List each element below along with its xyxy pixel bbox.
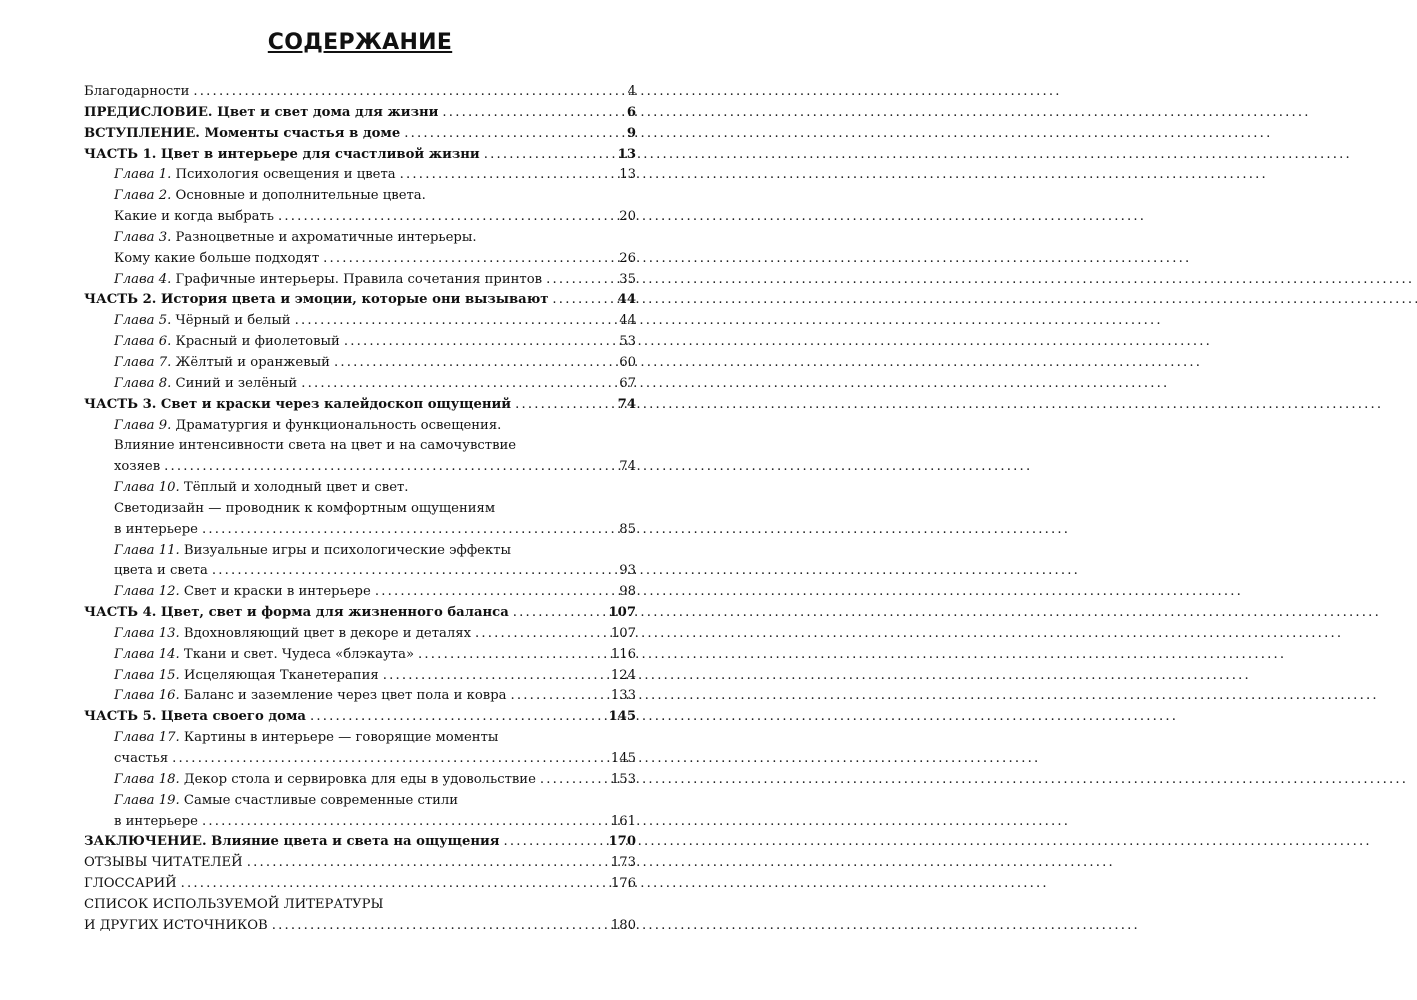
dot-leader <box>546 270 615 291</box>
chapter-label: Глава 17. <box>114 730 180 746</box>
toc-entry <box>84 145 636 166</box>
toc-entry <box>84 353 636 374</box>
toc-entry-title <box>84 895 636 916</box>
toc-entry-title <box>114 249 319 270</box>
toc-entry <box>84 624 636 645</box>
chapter-label: Глава 4. <box>114 271 172 287</box>
dot-leader <box>181 874 607 895</box>
toc-entry-title <box>114 311 291 332</box>
chapter-label: Глава 15. <box>114 667 180 683</box>
toc-entry-text: Влияние интенсивности света на цвет и на самочувствие <box>114 438 517 454</box>
chapter-label: Глава 5. <box>114 313 172 329</box>
page-number: 124 <box>610 667 636 683</box>
toc-entry-text: в интерьере <box>114 521 198 537</box>
toc-entry-title <box>84 916 268 937</box>
toc-entry <box>84 270 636 291</box>
page-number: 107 <box>608 605 636 621</box>
toc-entry-text: Разноцветные и ахроматичные интерьеры. <box>171 229 477 245</box>
page-number: 145 <box>610 751 636 766</box>
toc-entry <box>84 499 636 520</box>
page-number: 4 <box>627 84 636 99</box>
toc-entry-title <box>114 520 198 541</box>
toc-entry-text: ЧАСТЬ 1. Цвет в интерьере для счастливой жизни <box>84 146 480 162</box>
dot-leader <box>504 832 605 853</box>
page-number: 20 <box>619 209 636 225</box>
toc-entry-title <box>114 457 160 478</box>
toc-entry-text: ЗАКЛЮЧЕНИЕ. Влияние цвета и света на ощущения <box>84 834 500 850</box>
toc-entry-text: хозяев <box>114 459 161 475</box>
dot-leader <box>295 311 616 332</box>
toc-entry-title <box>114 624 471 645</box>
toc-entry-title <box>114 353 330 374</box>
toc-entry <box>84 228 636 249</box>
toc-entry <box>84 686 636 707</box>
toc-entry-text: Вдохновляющий цвет в декоре и деталях <box>179 625 472 641</box>
dot-leader <box>475 624 607 645</box>
toc-entry <box>84 666 636 687</box>
page-number: 26 <box>619 250 636 266</box>
toc-entry <box>84 645 636 666</box>
toc-entry <box>84 436 636 457</box>
dot-leader <box>202 812 607 833</box>
toc-entry-text: Самые счастливые современные стили <box>179 792 459 808</box>
toc-entry <box>84 812 636 833</box>
toc-entry-title <box>84 832 500 853</box>
chapter-label: Глава 16. <box>114 688 180 704</box>
chapter-label: Глава 11. <box>114 542 180 558</box>
dot-leader <box>334 353 615 374</box>
page-number: 116 <box>610 646 636 662</box>
toc-entry-text: ГЛОССАРИЙ <box>84 876 177 892</box>
dot-leader <box>400 165 616 186</box>
toc-entry-text: ЧАСТЬ 5. Цвета своего дома <box>84 709 306 725</box>
dot-leader <box>193 82 623 103</box>
dot-leader <box>212 561 615 582</box>
toc-entry-text: в интерьере <box>114 813 198 829</box>
toc-entry <box>84 186 636 207</box>
chapter-label: Глава 10. <box>114 480 180 496</box>
toc-entry <box>84 874 636 895</box>
page-number: 145 <box>608 709 636 725</box>
toc-entry-text: Картины в интерьере — говорящие моменты <box>179 730 499 746</box>
toc-entry-text: Драматургия и функциональность освещения. <box>171 417 502 433</box>
page-number: 9 <box>626 125 636 141</box>
toc-entry <box>84 749 636 770</box>
chapter-label: Глава 18. <box>114 771 180 787</box>
toc-entry-text: Чёрный и белый <box>171 313 291 329</box>
toc-entry-text: ЧАСТЬ 3. Свет и краски через калейдоскоп ощущений <box>84 396 512 412</box>
toc-entry-text: Благодарности <box>84 84 190 99</box>
page-number: 53 <box>619 334 636 350</box>
dot-leader <box>272 916 607 937</box>
dot-leader <box>344 332 615 353</box>
chapter-label: Глава 14. <box>114 646 180 662</box>
toc-entry-title <box>114 332 340 353</box>
toc-entry-title <box>114 666 379 687</box>
page-number: 98 <box>619 584 636 600</box>
page-number: 85 <box>619 521 636 537</box>
toc-entry-title <box>114 207 274 228</box>
toc-entry-text: Свет и краски в интерьере <box>179 584 371 600</box>
toc-entry <box>84 603 636 624</box>
dot-leader <box>310 707 605 728</box>
page-number: 180 <box>610 917 636 933</box>
page-number: 173 <box>610 855 636 871</box>
toc-entry-text: Светодизайн — проводник к комфортным ощущениям <box>114 500 496 516</box>
dot-leader <box>442 103 622 124</box>
dot-leader <box>540 770 607 791</box>
toc-entry <box>84 561 636 582</box>
toc-entry-text: Жёлтый и оранжевый <box>171 354 330 370</box>
toc-entry-text: Какие и когда выбрать <box>114 209 274 225</box>
toc-entry <box>84 374 636 395</box>
toc-entry-title <box>114 499 636 520</box>
toc-entry <box>84 895 636 916</box>
page-number: 107 <box>610 625 636 641</box>
toc-entry-title <box>114 728 636 749</box>
chapter-label: Глава 9. <box>114 417 172 433</box>
chapter-label: Глава 12. <box>114 584 180 600</box>
toc-entry-title <box>114 436 636 457</box>
chapter-label: Глава 13. <box>114 625 180 641</box>
toc-entry-title <box>114 186 636 207</box>
toc-entry-text: ОТЗЫВЫ ЧИТАТЕЛЕЙ <box>84 855 243 871</box>
toc-entry <box>84 791 636 812</box>
page-number: 170 <box>608 834 636 850</box>
toc-entry <box>84 416 636 437</box>
chapter-label: Глава 6. <box>114 334 172 350</box>
toc-entry-text: счастья <box>114 751 169 766</box>
toc-entry-title <box>114 228 636 249</box>
chapter-label: Глава 3. <box>114 229 172 245</box>
toc-entry <box>84 249 636 270</box>
toc-entry <box>84 707 636 728</box>
toc-entry-text: Графичные интерьеры. Правила сочетания принтов <box>171 271 543 287</box>
toc-entry <box>84 311 636 332</box>
toc-entry-title <box>84 395 511 416</box>
toc-entry-title <box>114 770 536 791</box>
toc-entry-text: Психология освещения и цвета <box>171 167 396 183</box>
toc-entry-text: Визуальные игры и психологические эффекты <box>179 542 512 558</box>
table-of-contents <box>84 82 636 937</box>
page-number: 44 <box>617 292 636 308</box>
page-number: 74 <box>619 459 636 475</box>
toc-entry-title <box>114 374 297 395</box>
toc-entry <box>84 82 636 103</box>
page-number: 161 <box>610 813 636 829</box>
toc-entry <box>84 207 636 228</box>
toc-entry <box>84 478 636 499</box>
dot-leader <box>278 207 615 228</box>
dot-leader <box>383 666 607 687</box>
toc-entry-title <box>114 270 542 291</box>
toc-entry-text: ВСТУПЛЕНИЕ. Моменты счастья в доме <box>84 125 401 141</box>
toc-entry <box>84 457 636 478</box>
toc-entry-title <box>84 707 306 728</box>
toc-entry-title <box>114 582 371 603</box>
dot-leader <box>513 603 605 624</box>
page-title: СОДЕРЖАНИЕ <box>267 30 453 55</box>
toc-entry-text: Баланс и заземление через цвет пола и ковра <box>179 688 507 704</box>
toc-entry-title <box>114 561 208 582</box>
toc-entry-title <box>84 103 438 124</box>
dot-leader <box>404 124 623 145</box>
dot-leader <box>202 520 615 541</box>
dot-leader <box>375 582 615 603</box>
page-number: 35 <box>619 271 636 287</box>
toc-entry-text: Основные и дополнительные цвета. <box>171 188 426 204</box>
page-number: 176 <box>610 876 636 892</box>
toc-entry <box>84 332 636 353</box>
toc-entry <box>84 832 636 853</box>
dot-leader <box>418 645 607 666</box>
dot-leader <box>172 749 607 770</box>
toc-entry <box>84 541 636 562</box>
page-number: 133 <box>610 688 636 704</box>
toc-entry-text: ЧАСТЬ 4. Цвет, свет и форма для жизненного баланса <box>84 605 509 621</box>
toc-entry-text: Ткани и свет. Чудеса «блэкаута» <box>179 646 415 662</box>
dot-leader <box>247 853 607 874</box>
toc-entry <box>84 290 636 311</box>
toc-entry-text: ЧАСТЬ 2. История цвета и эмоции, которые они вызывают <box>84 292 549 308</box>
page-number: 93 <box>619 563 636 579</box>
page-number: 74 <box>617 396 636 412</box>
toc-entry-title <box>84 145 480 166</box>
toc-entry <box>84 103 636 124</box>
toc-entry-text: СПИСОК ИСПОЛЬЗУЕМОЙ ЛИТЕРАТУРЫ <box>84 896 384 912</box>
toc-entry-title <box>114 791 636 812</box>
toc-entry <box>84 582 636 603</box>
page-number: 6 <box>626 104 636 120</box>
toc-entry-title <box>114 541 636 562</box>
toc-entry-title <box>114 416 636 437</box>
toc-entry-title <box>114 812 198 833</box>
dot-leader <box>323 249 615 270</box>
page-number: 44 <box>619 313 636 329</box>
chapter-label: Глава 8. <box>114 375 172 391</box>
chapter-label: Глава 1. <box>114 167 172 183</box>
toc-entry <box>84 853 636 874</box>
toc-entry <box>84 124 636 145</box>
toc-entry-title <box>84 603 509 624</box>
toc-entry-text: ПРЕДИСЛОВИЕ. Цвет и свет дома для жизни <box>84 104 439 120</box>
chapter-label: Глава 19. <box>114 792 180 808</box>
toc-entry-text: цвета и света <box>114 563 208 579</box>
dot-leader <box>164 457 615 478</box>
dot-leader <box>301 374 615 395</box>
toc-entry <box>84 520 636 541</box>
page-number: 13 <box>619 167 636 183</box>
toc-entry <box>84 165 636 186</box>
dot-leader <box>552 290 613 311</box>
page-number: 60 <box>619 354 636 370</box>
toc-entry-text: Кому какие больше подходят <box>114 250 320 266</box>
toc-entry-title <box>84 82 189 103</box>
toc-entry-title <box>84 853 243 874</box>
toc-entry <box>84 728 636 749</box>
dot-leader <box>515 395 614 416</box>
toc-entry-title <box>114 478 636 499</box>
toc-entry-text: Синий и зелёный <box>171 375 298 391</box>
toc-entry-title <box>114 165 396 186</box>
page-number: 67 <box>619 375 636 391</box>
chapter-label: Глава 7. <box>114 354 172 370</box>
toc-entry-title <box>84 124 400 145</box>
toc-entry <box>84 916 636 937</box>
toc-entry <box>84 770 636 791</box>
toc-entry-text: Красный и фиолетовый <box>171 334 340 350</box>
toc-entry-text: Декор стола и сервировка для еды в удовольствие <box>179 771 536 787</box>
toc-entry-title <box>114 645 414 666</box>
toc-entry-title <box>114 749 168 770</box>
toc-entry <box>84 395 636 416</box>
toc-entry-title <box>114 686 507 707</box>
dot-leader <box>511 686 607 707</box>
page-number: 153 <box>610 771 636 787</box>
toc-entry-title <box>84 290 548 311</box>
toc-entry-title <box>84 874 177 895</box>
dot-leader <box>484 145 614 166</box>
toc-entry-text: Тёплый и холодный цвет и свет. <box>179 480 409 496</box>
page-number: 13 <box>617 146 636 162</box>
toc-entry-text: И ДРУГИХ ИСТОЧНИКОВ <box>84 917 268 933</box>
toc-entry-text: Исцеляющая Тканетерапия <box>179 667 379 683</box>
chapter-label: Глава 2. <box>114 188 172 204</box>
